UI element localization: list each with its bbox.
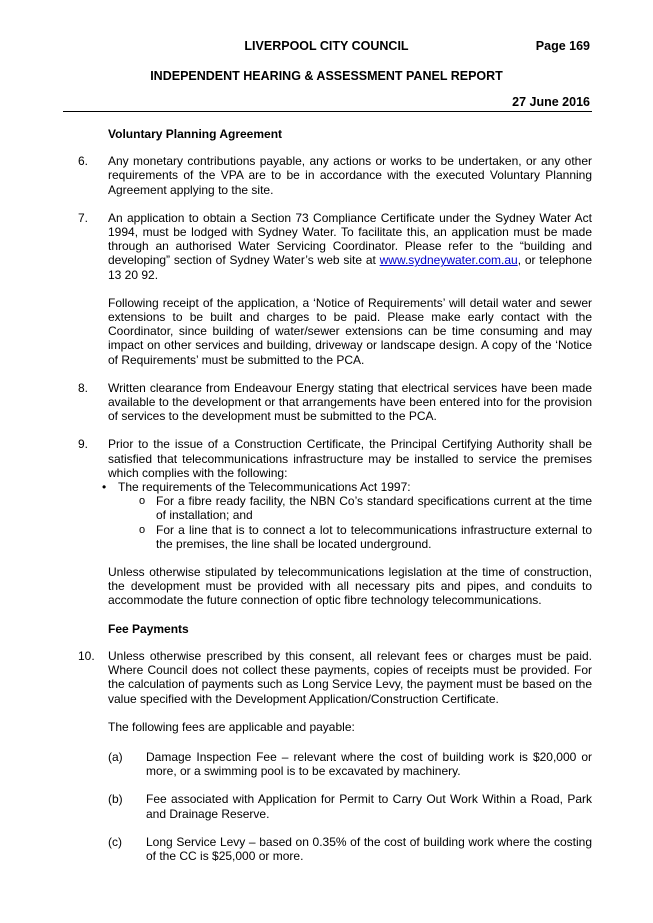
- fee-item: [78, 835, 592, 863]
- condition-number: 6.: [78, 154, 89, 169]
- report-date: 27 June 2016: [512, 95, 590, 109]
- condition-text: Prior to the issue of a Construction Certificate, the Principal Certifying Authority shall be satisfied that telecommunications infrastructure may be installed to service the premises which complies with the following:: [108, 437, 592, 480]
- section-heading-vpa: Voluntary Planning Agreement: [108, 127, 283, 141]
- fee-item: [78, 792, 592, 820]
- fee-text: Damage Inspection Fee – relevant where the cost of building work is $20,000 or more, or a swimming pool is to be excavated by machinery.: [146, 749, 592, 779]
- condition-number: 7.: [78, 210, 89, 225]
- bullet-symbol: •: [102, 480, 107, 495]
- document-body: [78, 127, 592, 877]
- fee-text: Long Service Levy – based on 0.35% of the cost of building work where the costing of the CC is $25,000 or more.: [146, 834, 592, 863]
- sub-bullet-symbol: o: [139, 523, 146, 536]
- council-name: LIVERPOOL CITY COUNCIL: [244, 39, 409, 53]
- section-heading-fees: Fee Payments: [108, 621, 189, 636]
- report-title: INDEPENDENT HEARING & ASSESSMENT PANEL REPORT: [150, 69, 503, 83]
- condition-text: Written clearance from Endeavour Energy stating that electrical services have been made available to the development or that arrangements have been entered into for the provision of services to the development must be submitted to the PCA.: [108, 380, 592, 424]
- sub-bullet-text: For a fibre ready facility, the NBN Co’s standard specifications current at the time of installation; and: [156, 494, 592, 523]
- condition-7-paragraph-2: Following receipt of the application, a ‘Notice of Requirements’ will detail water and sewer extensions to be built and charges to be paid. Please make early contact with the Coordinator, since building of water/sewer extensions can be time consuming and may impact on other services and building, driveway or landscape design. A copy of the ‘Notice of Requirements’ must be submitted to the PCA.: [108, 295, 592, 367]
- condition-number: 8.: [78, 380, 89, 395]
- fee-label: (a): [108, 749, 123, 764]
- header-divider: [63, 111, 592, 112]
- condition-8: [78, 381, 592, 424]
- fee-label: (b): [108, 792, 123, 807]
- condition-number: 9.: [78, 437, 89, 452]
- condition-9-paragraph-2: Unless otherwise stipulated by telecommunications legislation at the time of construction, the development must be provided with all necessary pits and pipes, and conduits to accommodate the future connection of optic fibre technology telecommunications.: [108, 565, 592, 608]
- condition-text-tail: , or telephone 13 20 92.: [108, 253, 593, 282]
- page-number: Page 169: [535, 39, 590, 53]
- condition-10: [78, 649, 592, 706]
- sub-bullet-symbol: o: [139, 495, 146, 508]
- condition-text: An application to obtain a Section 73 Compliance Certificate under the Sydney Water Act 1994, must be lodged with Sydney Water. To facilitate this, an application must be made through an authorised Water Servicing Coordinator. Please refer to the “building and developing” section of Sydney Water’s web site at: [108, 210, 592, 268]
- fee-label: (c): [108, 834, 122, 849]
- sydney-water-link[interactable]: www.sydneywater.com.au: [379, 253, 518, 268]
- bullet-text: The requirements of the Telecommunications Act 1997:: [118, 480, 411, 495]
- condition-9: [78, 437, 592, 480]
- condition-10-paragraph-2: The following fees are applicable and payable:: [108, 719, 355, 734]
- sub-bullet-item: [78, 523, 592, 551]
- condition-6: [78, 154, 592, 197]
- condition-7: [78, 211, 592, 282]
- sub-bullet-text: For a line that is to connect a lot to telecommunications infrastructure external to the premises, the line shall be located underground.: [156, 522, 592, 551]
- bullet-item: [78, 480, 592, 494]
- sub-bullet-item: [78, 494, 592, 522]
- condition-text: Unless otherwise prescribed by this consent, all relevant fees or charges must be paid. Where Council does not collect these payments, copies of receipts must be provided. For the calculation of payments such as Long Service Levy, the payment must be based on the value specified with the Development Application/Construction Certificate.: [108, 648, 592, 706]
- fee-text: Fee associated with Application for Permit to Carry Out Work Within a Road, Park and Drainage Reserve.: [146, 792, 592, 821]
- fee-item: [78, 750, 592, 778]
- condition-text: Any monetary contributions payable, any actions or works to be undertaken, or any other requirements of the VPA are to be in accordance with the executed Voluntary Planning Agreement applying to the site.: [108, 154, 592, 197]
- condition-number: 10.: [78, 648, 95, 663]
